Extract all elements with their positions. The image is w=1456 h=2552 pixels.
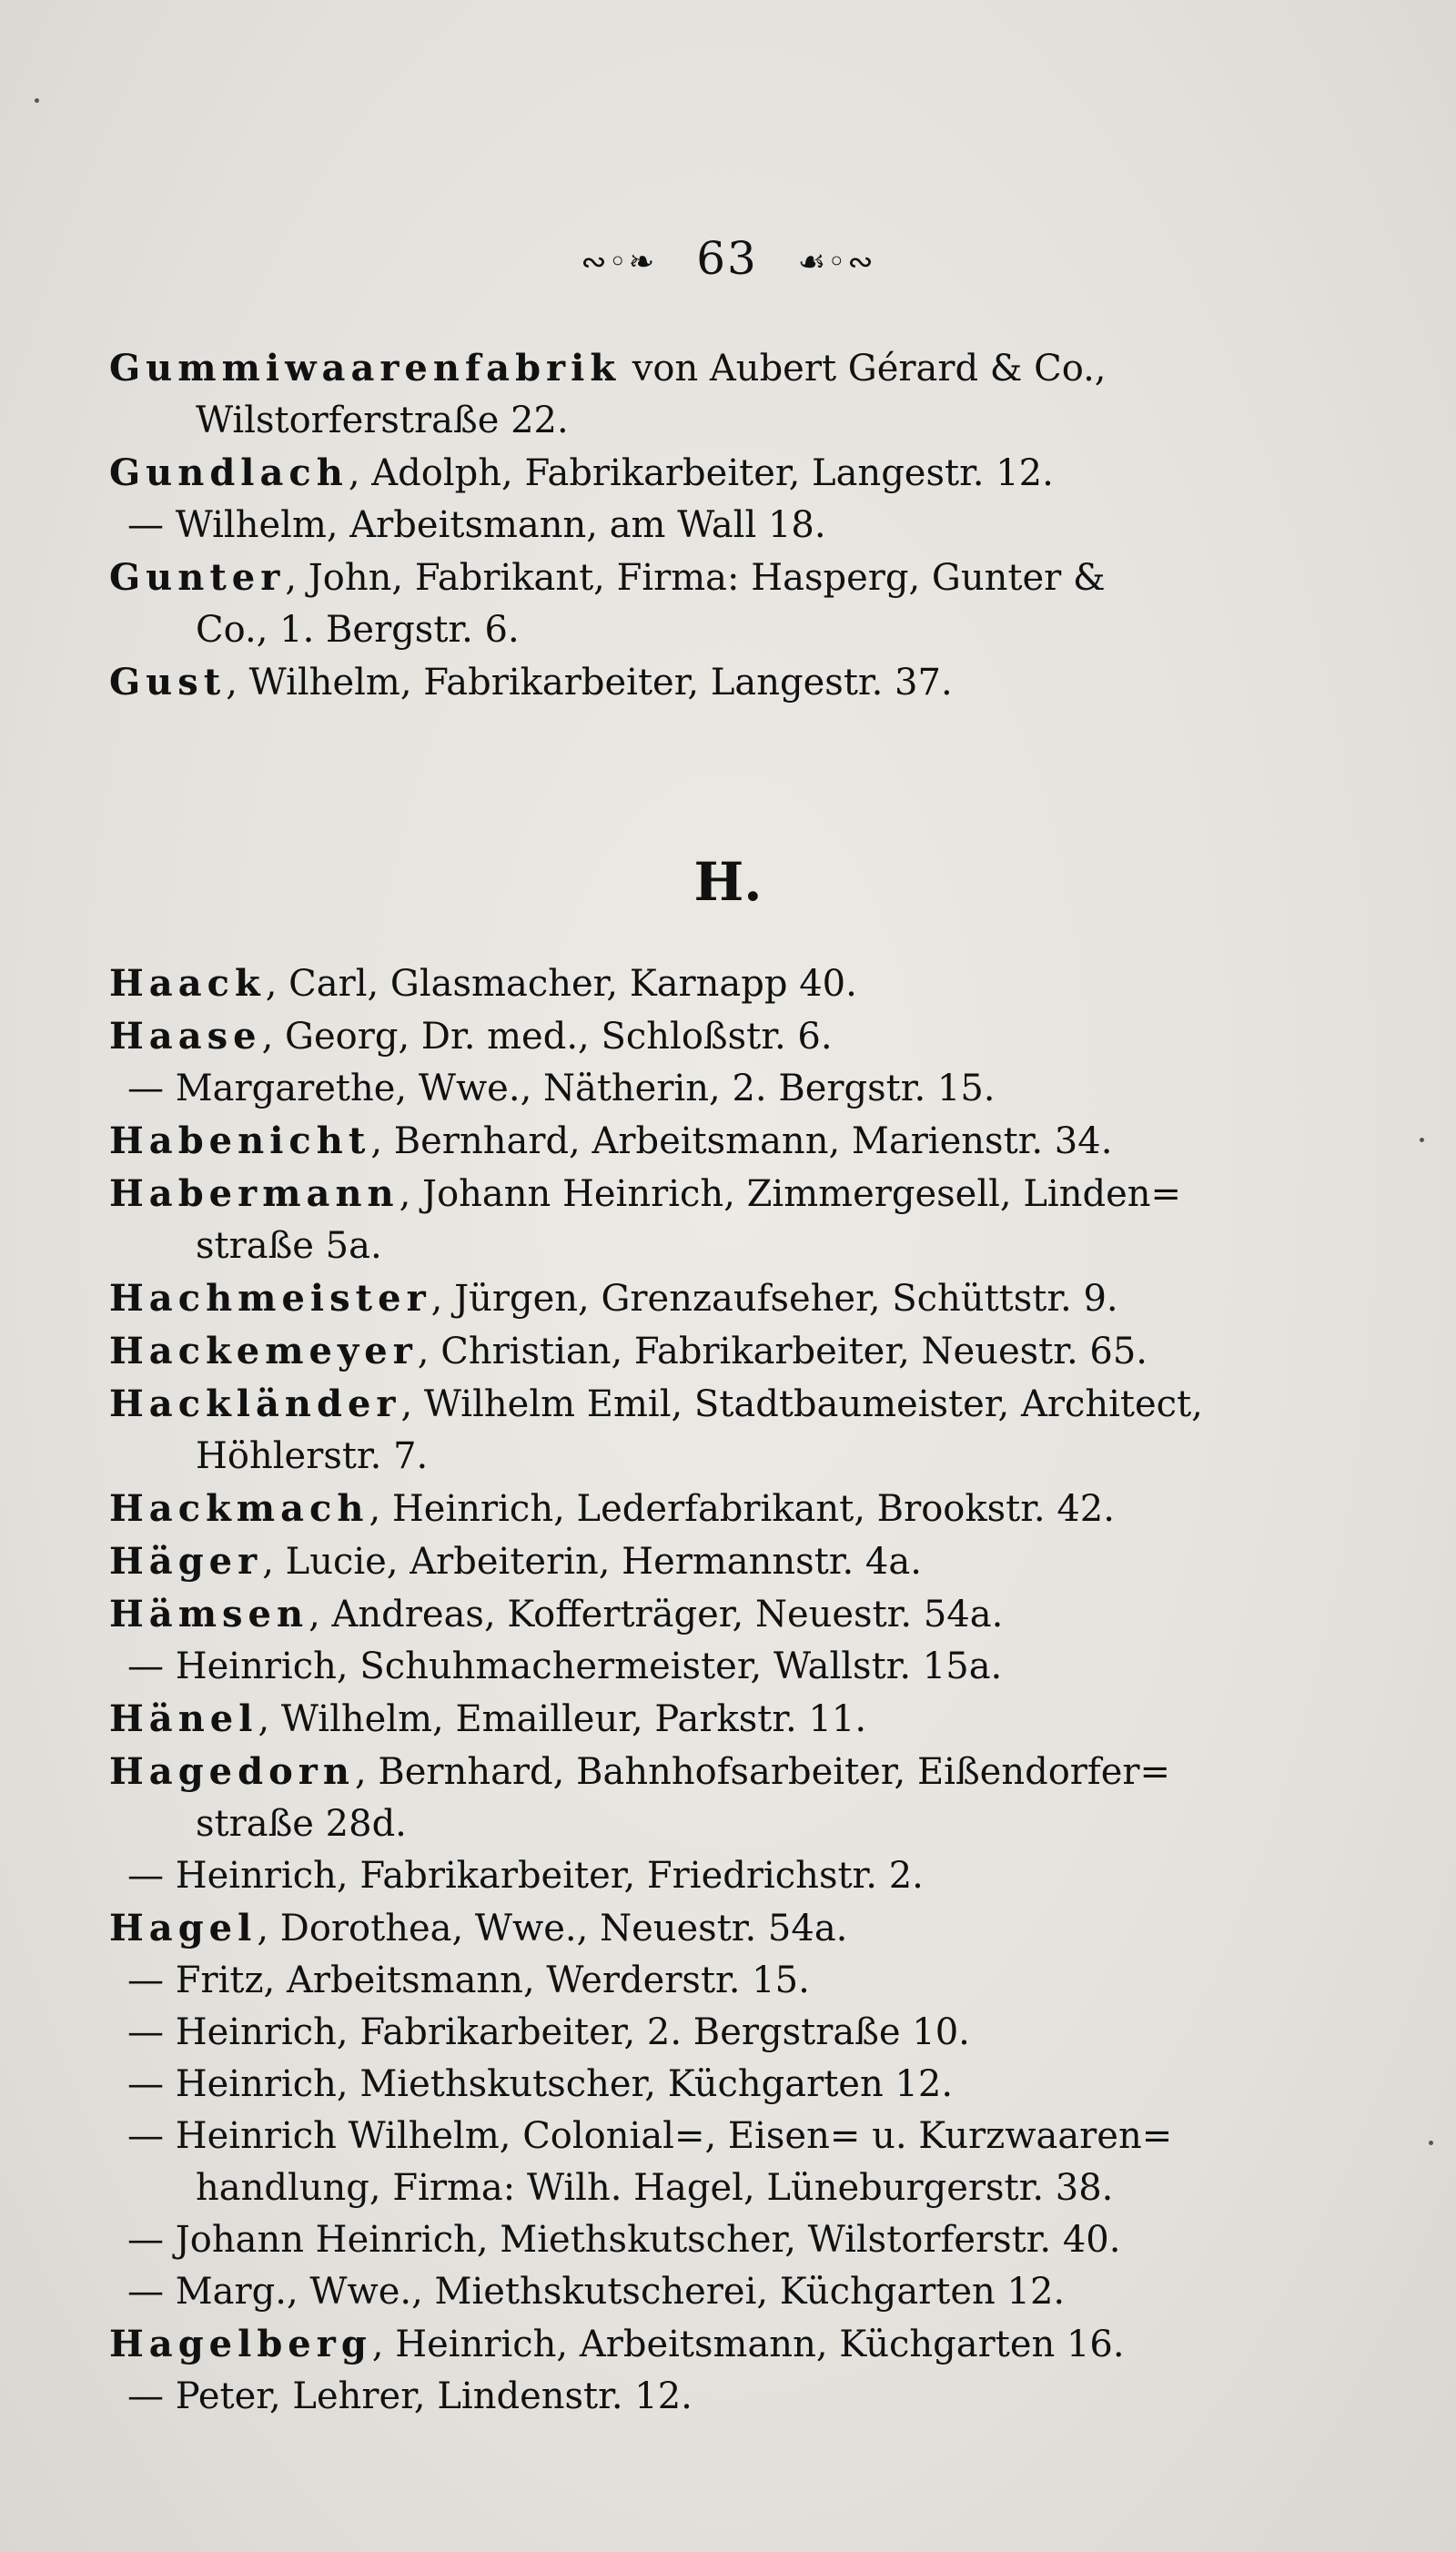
directory-entry (109, 1483, 1256, 1535)
entry-details: , Wilhelm Emil, Stadtbaumeister, Architect, (400, 1383, 1203, 1425)
paper-speck (1429, 2141, 1433, 2145)
directory-entry-dash-line: — Margarethe, Wwe., Nätherin, 2. Bergstr. 15. (127, 1068, 996, 1109)
entry-surname: Gundlach (109, 451, 349, 494)
entry-surname: Gunter (109, 556, 286, 599)
directory-entry-dash-line: — Heinrich, Schuhmachermeister, Wallstr. 15a. (127, 1646, 1003, 1687)
entry-details: , Georg, Dr. med., Schloßstr. 6. (261, 1016, 833, 1058)
paper-speck (1420, 1138, 1424, 1142)
entry-details: , Heinrich, Arbeitsmann, Küchgarten 16. (371, 2324, 1125, 2365)
entry-details: , Christian, Fabrikarbeiter, Neuestr. 65. (417, 1331, 1148, 1372)
entry-details: , Johann Heinrich, Zimmergesell, Linden= (399, 1173, 1182, 1215)
entry-surname: Gummiwaarenfabrik (109, 347, 622, 390)
directory-block-g (109, 342, 1256, 709)
directory-entry (109, 1588, 1256, 1641)
entry-surname: Haase (109, 1015, 262, 1058)
entry-details: , Bernhard, Arbeitsmann, Marienstr. 34. (370, 1120, 1113, 1162)
entry-details: , Wilhelm, Fabrikarbeiter, Langestr. 37. (226, 662, 953, 704)
directory-entry (109, 1746, 1256, 1798)
entry-surname: Haack (109, 962, 266, 1005)
directory-entry-dash-line: — Peter, Lehrer, Lindenstr. 12. (127, 2375, 693, 2417)
directory-entry-dash-line: — Heinrich Wilhelm, Colonial=, Eisen= u. Kurzwaaren= (127, 2115, 1173, 2157)
entry-surname: Hackländer (109, 1382, 401, 1425)
entry-details: , Heinrich, Lederfabrikant, Brookstr. 42. (369, 1488, 1115, 1530)
entry-continuation: Wilstorferstraße 22. (196, 400, 569, 441)
section-letter-h: H. (693, 851, 763, 913)
directory-entry (109, 2318, 1256, 2371)
page-number: 63 (696, 232, 758, 285)
directory-entry (109, 1010, 1256, 1063)
ornament-left-icon: ∾◦❧ (581, 244, 657, 280)
entry-details: , Andreas, Kofferträger, Neuestr. 54a. (308, 1594, 1004, 1636)
entry-details: , Jürgen, Grenzaufseher, Schüttstr. 9. (430, 1278, 1118, 1320)
directory-entry (109, 552, 1256, 604)
entry-surname: Hackmach (109, 1487, 369, 1530)
entry-details: , Bernhard, Bahnhofsarbeiter, Eißendorfer= (354, 1751, 1171, 1793)
directory-entry-dash-line: — Marg., Wwe., Miethskutscherei, Küchgarten 12. (127, 2271, 1066, 2313)
entry-details: , John, Fabrikant, Firma: Hasperg, Gunter & (285, 557, 1106, 599)
entry-surname: Hänel (109, 1697, 258, 1740)
entry-details: , Carl, Glasmacher, Karnapp 40. (265, 963, 857, 1005)
entry-surname: Habenicht (109, 1119, 371, 1162)
directory-entry (109, 1115, 1256, 1168)
directory-entry (109, 447, 1256, 500)
entry-continuation: straße 28d. (196, 1803, 407, 1845)
directory-entry-dash-line: — Heinrich, Miethskutscher, Küchgarten 12. (127, 2063, 954, 2105)
directory-entry (109, 957, 1256, 1010)
directory-entry (109, 656, 1256, 709)
paper-speck (35, 98, 39, 103)
entry-surname: Habermann (109, 1172, 399, 1215)
directory-entry-dash-line: — Johann Heinrich, Miethskutscher, Wilstorferstr. 40. (127, 2219, 1121, 2261)
directory-entry-dash-line: — Wilhelm, Arbeitsmann, am Wall 18. (127, 504, 826, 546)
directory-entry (109, 1272, 1256, 1325)
entry-details: , Lucie, Arbeiterin, Hermannstr. 4a. (262, 1541, 922, 1583)
entry-continuation: Höhlerstr. 7. (196, 1435, 429, 1477)
directory-entry (109, 342, 1256, 395)
directory-entry (109, 1325, 1256, 1378)
entry-surname: Hackemeyer (109, 1330, 418, 1372)
directory-entry (109, 1902, 1256, 1955)
page-header (0, 232, 1456, 285)
ornament-right-icon: ☙◦∾ (797, 244, 875, 280)
entry-surname: Hämsen (109, 1593, 309, 1636)
directory-entry-dash-line: — Heinrich, Fabrikarbeiter, Friedrichstr. 2. (127, 1855, 924, 1897)
entry-continuation: Co., 1. Bergstr. 6. (196, 609, 520, 651)
directory-entry (109, 1535, 1256, 1588)
entry-details: , Adolph, Fabrikarbeiter, Langestr. 12. (348, 452, 1054, 494)
entry-surname: Hagelberg (109, 2323, 372, 2365)
entry-continuation: straße 5a. (196, 1225, 382, 1267)
entry-surname: Gust (109, 661, 227, 704)
entry-surname: Häger (109, 1540, 263, 1583)
entry-surname: Hagel (109, 1907, 258, 1949)
directory-entry (109, 1378, 1256, 1431)
directory-entry (109, 1168, 1256, 1220)
entry-details: , Dorothea, Wwe., Neuestr. 54a. (257, 1908, 848, 1949)
directory-entry (109, 1693, 1256, 1746)
entry-details: von Aubert Gérard & Co., (621, 348, 1107, 390)
directory-entry-dash-line: — Fritz, Arbeitsmann, Werderstr. 15. (127, 1960, 810, 2001)
entry-surname: Hachmeister (109, 1277, 431, 1320)
entry-surname: Hagedorn (109, 1750, 355, 1793)
entry-details: , Wilhelm, Emailleur, Parkstr. 11. (258, 1698, 867, 1740)
directory-block-h (109, 957, 1256, 2423)
entry-continuation: handlung, Firma: Wilh. Hagel, Lüneburgerstr. 38. (196, 2167, 1114, 2209)
directory-entry-dash-line: — Heinrich, Fabrikarbeiter, 2. Bergstraße 10. (127, 2011, 970, 2053)
